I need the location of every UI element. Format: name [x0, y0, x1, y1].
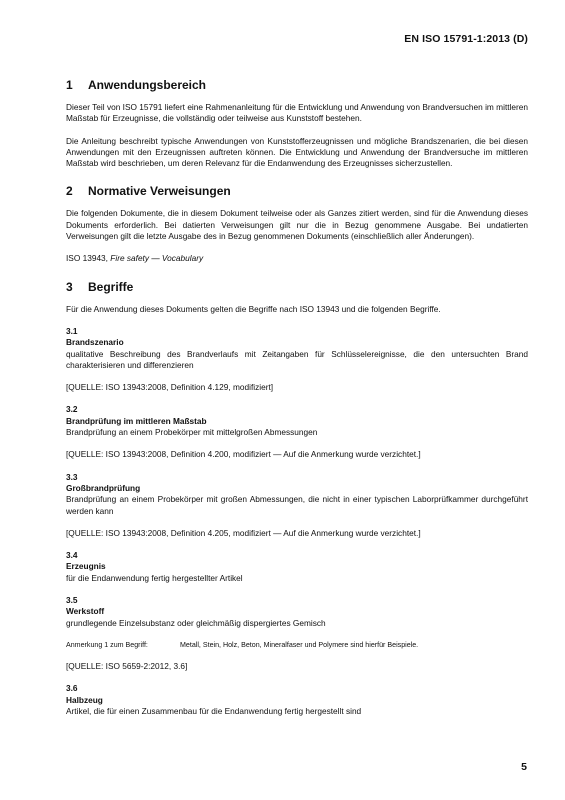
term-source: [QUELLE: ISO 13943:2008, Definition 4.200, modifiziert — Auf die Anmerkung wurde verzichtet.] [66, 449, 421, 460]
term-definition: Brandprüfung an einem Probekörper mit großen Abmessungen, die nicht in einer typischen Laborprüfkammer durchgeführt werden kann [66, 494, 528, 516]
term-number: 3.5 [66, 595, 78, 606]
term-entry [66, 404, 528, 460]
term-definition: Brandprüfung an einem Probekörper mit mittelgroßen Abmessungen [66, 427, 318, 438]
term-number: 3.6 [66, 683, 78, 694]
term-entry [66, 326, 528, 393]
term-number: 3.1 [66, 325, 78, 336]
term-entry [66, 595, 528, 672]
section-number: 1 [66, 78, 73, 92]
section-number: 3 [66, 279, 73, 294]
page-number: 5 [521, 761, 527, 773]
term-source: [QUELLE: ISO 5659-2:2012, 3.6] [66, 660, 188, 671]
term-entry [66, 683, 528, 717]
section-heading-1 [66, 78, 528, 92]
reference-code: ISO 13943, [66, 253, 111, 264]
term-entry [66, 550, 528, 584]
term-title: Großbrandprüfung [66, 482, 141, 493]
section-title: Normative Verweisungen [88, 184, 231, 199]
term-source: [QUELLE: ISO 13943:2008, Definition 4.205, modifiziert — Auf die Anmerkung wurde verzichtet.] [66, 527, 421, 538]
term-title: Brandszenario [66, 337, 124, 348]
term-number: 3.3 [66, 471, 78, 482]
normative-reference [66, 253, 528, 264]
term-definition: qualitative Beschreibung des Brandverlaufs mit Zeitangaben für Schlüsselereignisse, die den untersuchten Brand charakterisieren und differenzieren [66, 348, 528, 370]
term-title: Werkstoff [66, 606, 105, 617]
section-heading-3 [66, 280, 528, 294]
paragraph: Die Anleitung beschreibt typische Anwendungen von Kunststofferzeugnissen und mögliche Brandszenarien, die bei diesen Anwendungen mit den Erzeugnissen auftreten können. Die Entwicklung und Anwendung der Brandversuche im mittleren Maßstab wird beschrieben, um deren Relevanz für die Endanwendung des Erzeugnisses sicherzustellen. [66, 135, 528, 169]
section-intro: Für die Anwendung dieses Dokuments gelten die Begriffe nach ISO 13943 und die folgenden Begriffe. [66, 303, 441, 314]
term-entry [66, 472, 528, 539]
note-label: Anmerkung 1 zum Begriff: [66, 640, 148, 649]
page-content [66, 78, 528, 717]
term-number: 3.4 [66, 550, 78, 561]
term-title: Erzeugnis [66, 561, 106, 572]
term-source: [QUELLE: ISO 13943:2008, Definition 4.129, modifiziert] [66, 382, 274, 393]
reference-title: Fire safety — Vocabulary [110, 253, 204, 264]
section-heading-2 [66, 184, 528, 198]
term-definition: Artikel, die für einen Zusammenbau für die Endanwendung fertig hergestellt sind [66, 705, 362, 716]
section-number: 2 [66, 184, 73, 199]
term-number: 3.2 [66, 404, 78, 415]
section-title: Anwendungsbereich [88, 78, 207, 92]
paragraph: Dieser Teil von ISO 15791 liefert eine Rahmenanleitung für die Entwicklung und Anwendung von Brandversuchen im mittleren Maßstab für Erzeugnisse, die vollständig oder teilweise aus Kunststoff bestehen. [66, 102, 528, 124]
term-title: Halbzeug [66, 694, 103, 705]
term-note [66, 640, 528, 650]
paragraph: Die folgenden Dokumente, die in diesem Dokument teilweise oder als Ganzes zitiert werden, sind für die Anwendung dieses Dokuments erforderlich. Bei datierten Verweisungen gilt nur die in Bezug genommene Ausgabe. Bei undatierten Verweisungen gilt die letzte Ausgabe des in Bezug genommenen Dokuments (einschließlich aller Änderungen). [66, 208, 528, 242]
section-title: Begriffe [88, 279, 134, 294]
standard-header: EN ISO 15791-1:2013 (D) [404, 33, 528, 45]
term-title: Brandprüfung im mittleren Maßstab [66, 415, 207, 426]
term-definition: für die Endanwendung fertig hergestellter Artikel [66, 572, 243, 583]
note-text: Metall, Stein, Holz, Beton, Mineralfaser und Polymere sind hierfür Beispiele. [180, 640, 419, 649]
term-definition: grundlegende Einzelsubstanz oder gleichmäßig dispergiertes Gemisch [66, 617, 326, 628]
